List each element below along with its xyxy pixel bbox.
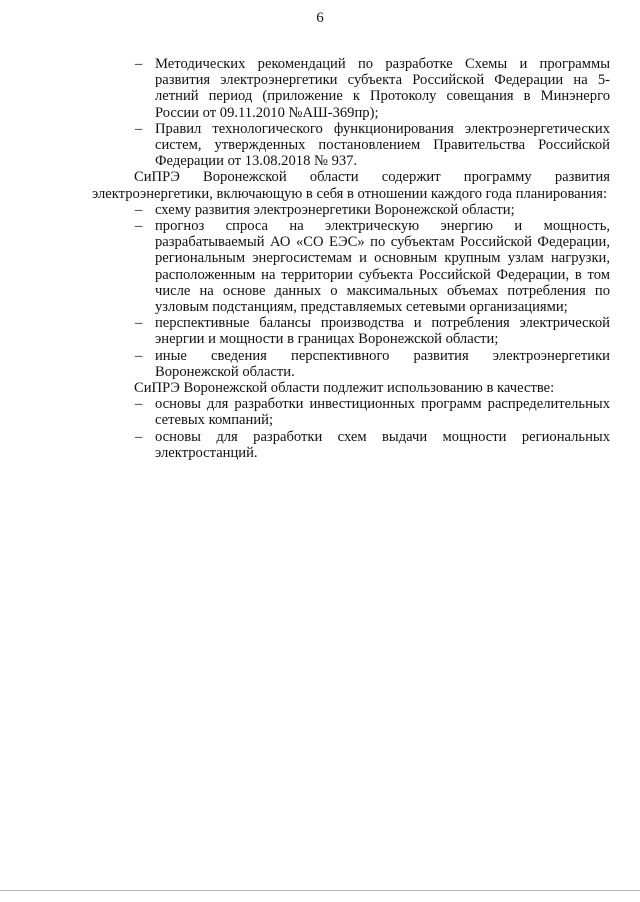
paragraph-contents-intro: СиПРЭ Воронежской области содержит программу развития электроэнергетики, включающую в себя в отношении каждого года планирования: [92, 169, 610, 202]
list-bullet: – [135, 201, 143, 218]
list-bullet: – [135, 56, 143, 72]
list-bullet: – [135, 120, 143, 137]
list-bullet: – [135, 218, 143, 235]
list-item: – основы для разработки схем выдачи мощности региональных электростанций. [135, 428, 610, 461]
list-item: – прогноз спроса на электрическую энергию и мощность, разрабатываемый АО «СО ЕЭС» по субъектам Российской Федерации, региональным энергосистемам и основным крупным узлам нагрузки, расположенным на территории субъекта Российской Федерации, в том числе на основе данных о максимальных объемах потребления по узловым подстанциям, представляемых сетевыми организациями; [135, 218, 610, 316]
list-item: – иные сведения перспективного развития электроэнергетики Воронежской области. [135, 347, 610, 380]
list-bullet: – [135, 347, 143, 364]
list-item: – схему развития электроэнергетики Воронежской области; [135, 201, 515, 218]
list-item: – Правил технологического функционирования электроэнергетических систем, утвержденных постановлением Правительства Российской Федерации от 13.08.2018 № 937. [135, 120, 610, 170]
list-bullet: – [135, 396, 143, 413]
list-item: – основы для разработки инвестиционных программ распределительных сетевых компаний; [135, 396, 610, 429]
list-item: – перспективные балансы производства и потребления электрической энергии и мощности в границах Воронежской области; [135, 315, 610, 348]
list-bullet: – [135, 428, 143, 445]
page-bottom-edge [0, 890, 640, 891]
list-bullet: – [135, 315, 143, 332]
usage-list [92, 396, 610, 461]
regulations-list [92, 56, 610, 169]
contents-list [92, 202, 610, 380]
paragraph-usage-intro: СиПРЭ Воронежской области подлежит использованию в качестве: [134, 380, 555, 397]
list-item: – Методических рекомендаций по разработке Схемы и программы развития электроэнергетики субъекта Российской Федерации на 5-летний период (приложение к Протоколу совещания в Минэнерго России от 09.11.2010 №АШ-369пр); [135, 56, 610, 121]
page-number: 6 [316, 10, 324, 26]
document-body [92, 56, 610, 461]
